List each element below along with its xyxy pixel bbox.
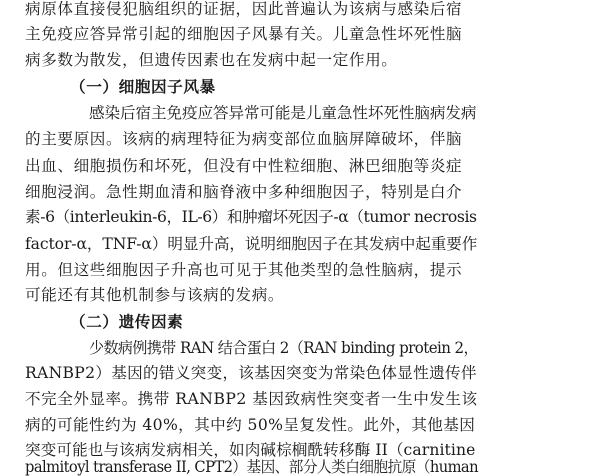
body-text-line: palmitoyl transferase II, CPT2）基因、部分人类白细胞抗原（human (25, 458, 479, 476)
body-text-line: 少数病例携带 RAN 结合蛋白 2（RAN binding protein 2， (89, 339, 478, 357)
body-text-line: 出血、细胞损伤和坏死，但没有中性粒细胞、淋巴细胞等炎症 (25, 157, 463, 175)
body-text-line: 的主要原因。该病的病理特征为病变部位血脑屏障破坏，伴脑 (25, 130, 463, 148)
body-text-line: 可能还有其他机制参与该病的发病。 (25, 286, 285, 304)
body-text-line: 细胞浸润。急性期血清和脑脊液中多种细胞因子，特别是白介 (25, 183, 463, 201)
body-text-line: 不完全外显率。携带 RANBP2 基因致病性突变者一生中发生该 (25, 390, 478, 408)
body-text-line: 病原体直接侵犯脑组织的证据，因此普遍认为该病与感染后宿 (25, 0, 463, 18)
body-text-line: 素-6（interleukin-6，IL-6）和肿瘤坏死因子-α（tumor necrosis (25, 208, 477, 226)
body-text-line: 突变可能也与该病发病相关，如肉碱棕榈酰转移酶 II（carnitine (25, 441, 476, 459)
section-heading-genetic-factors: （二）遗传因素 (70, 312, 184, 331)
body-text-line: 病的可能性约为 40%，其中约 50%呈复发性。此外，其他基因 (25, 416, 476, 434)
body-text-line: 病多数为散发，但遗传因素也在发病中起一定作用。 (25, 51, 398, 69)
section-heading-cytokine-storm: （一）细胞因子风暴 (70, 77, 216, 96)
body-text-line: 感染后宿主免疫应答异常可能是儿童急性坏死性脑病发病 (89, 104, 477, 122)
body-text-line: RANBP2）基因的错义突变，该基因突变为常染色体显性遗传伴 (25, 364, 477, 382)
body-text-line: 用。但这些细胞因子升高也可见于其他类型的急性脑病，提示 (25, 261, 463, 279)
body-text-line: 主免疫应答异常引起的细胞因子风暴有关。儿童急性坏死性脑 (25, 25, 463, 43)
body-text-line: factor-α，TNF-α）明显升高，说明细胞因子在其发病中起重要作 (25, 235, 478, 253)
